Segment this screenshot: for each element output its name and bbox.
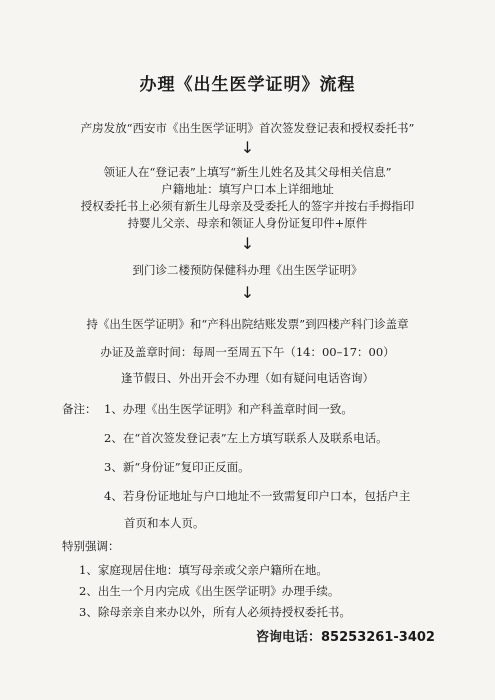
note-item: 3、新“身份证”复印正反面。 xyxy=(104,460,250,474)
step-4-line-3: 逢节假日、外出开会不办理（如有疑问电话咨询） xyxy=(121,371,374,385)
step-3-text: 到门诊二楼预防保健科办理《出生医学证明》 xyxy=(132,263,363,277)
down-arrow-icon: ↓ xyxy=(240,234,255,253)
emphasis-item: 1、家庭现居住地：填写母亲或父亲户籍所在地。 xyxy=(79,563,328,577)
emphasis-heading: 特别强调： xyxy=(62,539,120,553)
step-4-line-1: 持《出生医学证明》和“产科出院结账发票”到四楼产科门诊盖章 xyxy=(86,317,409,331)
consult-hotline xyxy=(256,626,435,645)
note-item: 1、办理《出生医学证明》和产科盖章时间一致。 xyxy=(104,402,353,416)
note-item: 4、若身份证地址与户口地址不一致需复印户口本，包括户主 xyxy=(104,489,411,503)
hotline-number: 85253261-3402 xyxy=(321,630,435,645)
step-4-line-2: 办证及盖章时间：每周一至周五下午（14：00–17：00） xyxy=(100,345,395,359)
step-2-line-4: 持婴儿父亲、母亲和领证人身份证复印件+原件 xyxy=(127,216,368,230)
note-item-continuation: 首页和本人页。 xyxy=(124,516,205,530)
down-arrow-icon: ↓ xyxy=(240,283,255,302)
step-2-line-1: 领证人在“登记表”上填写“新生儿姓名及其父母相关信息” xyxy=(103,165,392,179)
notes-label: 备注： xyxy=(62,402,97,416)
note-item: 2、在“首次签发登记表”左上方填写联系人及联系电话。 xyxy=(104,431,388,445)
down-arrow-icon: ↓ xyxy=(240,138,255,157)
step-1-text: 产房发放“西安市《出生医学证明》首次签发登记表和授权委托书” xyxy=(80,121,415,135)
step-2-line-3: 授权委托书上必须有新生儿母亲及受委托人的签字并按右手拇指印 xyxy=(80,199,415,213)
page-title: 办理《出生医学证明》流程 xyxy=(139,75,356,95)
emphasis-item: 2、出生一个月内完成《出生医学证明》办理手续。 xyxy=(79,584,340,598)
emphasis-item: 3、除母亲亲自来办以外，所有人必须持授权委托书。 xyxy=(79,605,351,619)
hotline-label: 咨询电话： xyxy=(256,630,322,645)
step-2-line-2: 户籍地址：填写户口本上详细地址 xyxy=(161,182,334,196)
